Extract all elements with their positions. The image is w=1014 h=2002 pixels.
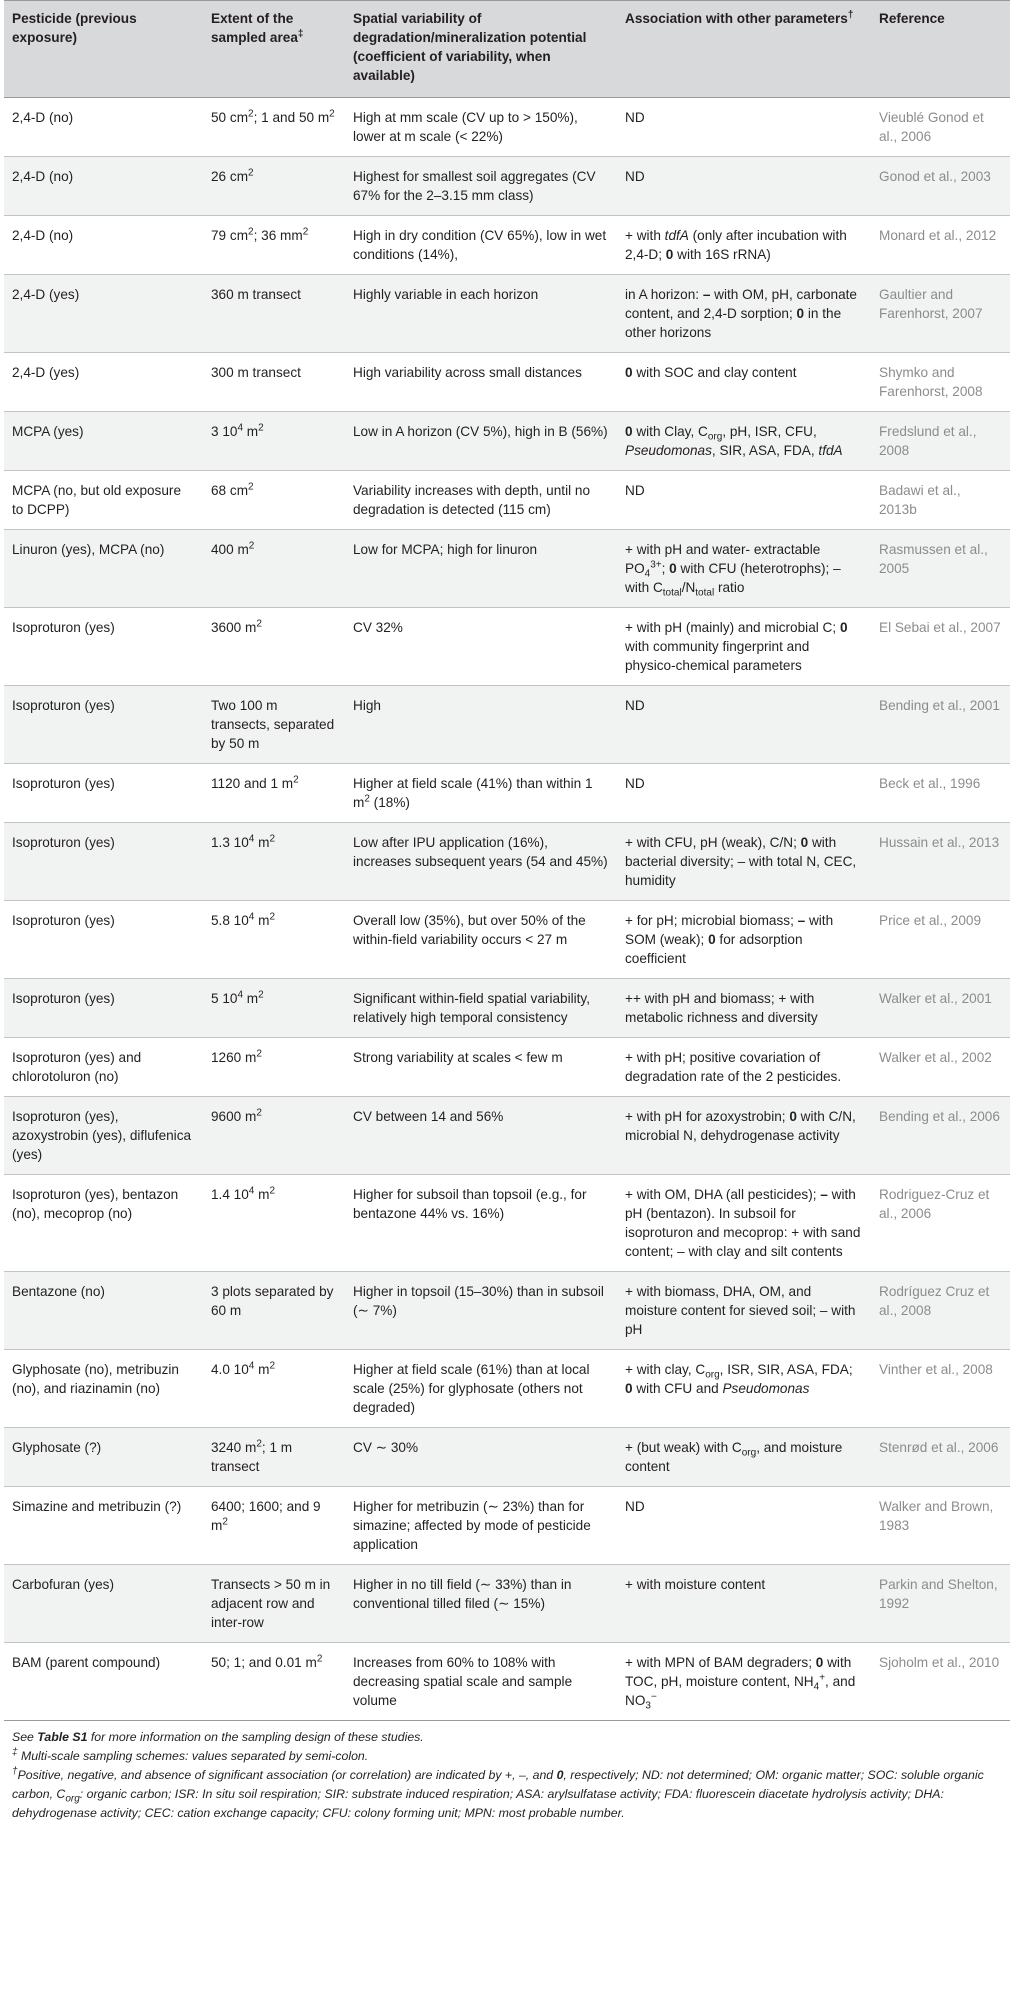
cell-extent: 50; 1; and 0.01 $m^2$ bbox=[203, 1643, 345, 1721]
cell-pesticide: Simazine and metribuzin (?) bbox=[4, 1487, 203, 1565]
cell-pesticide: 2,4-D (yes) bbox=[4, 275, 203, 353]
cell-reference: Badawi et al., 2013b bbox=[871, 471, 1010, 530]
cell-extent: 1120 and 1 $m^2$ bbox=[203, 764, 345, 823]
cell-pesticide: Isoproturon (yes), bentazon (no), mecoprop (no) bbox=[4, 1175, 203, 1272]
cell-pesticide: BAM (parent compound) bbox=[4, 1643, 203, 1721]
cell-variability: CV 32% bbox=[345, 608, 617, 686]
footnote-dagger: †Positive, negative, and absence of significant association (or correlation) are indicated by +, –, and 0, respectively; ND: not determined; OM: organic matter; SOC: soluble organic carbon, $C_{org}$: organic carbon; ISR: In situ soil respiration; SIR: substrate induced respiration; ASA: arylsulfatase activity; FDA: fluorescein diacetate hydrolysis activity; DHA: dehydrogenase activity; CEC: cation exchange capacity; CFU: colony forming unit; MPN: most probable number. bbox=[12, 1765, 984, 1820]
table-body bbox=[4, 98, 1010, 1721]
cell-pesticide: 2,4-D (no) bbox=[4, 98, 203, 157]
cell-extent: 50 $cm^2$; 1 and 50 $m^2$ bbox=[203, 98, 345, 157]
table-row bbox=[4, 901, 1010, 979]
table-row bbox=[4, 471, 1010, 530]
cell-pesticide: 2,4-D (no) bbox=[4, 157, 203, 216]
cell-extent: 400 $m^2$ bbox=[203, 530, 345, 608]
cell-pesticide: Isoproturon (yes) bbox=[4, 979, 203, 1038]
double-dagger-mark: ‡ bbox=[297, 28, 304, 40]
cell-extent: 3 $10^4$ $m^2$ bbox=[203, 412, 345, 471]
table-header bbox=[4, 1, 1010, 98]
cell-extent: 68 $cm^2$ bbox=[203, 471, 345, 530]
table-row bbox=[4, 1565, 1010, 1643]
cell-association: + with biomass, DHA, OM, and moisture content for sieved soil; – with pH bbox=[617, 1272, 871, 1350]
table-row bbox=[4, 764, 1010, 823]
cell-pesticide: Isoproturon (yes) bbox=[4, 686, 203, 764]
cell-reference: Shymko and Farenhorst, 2008 bbox=[871, 353, 1010, 412]
cell-association: ND bbox=[617, 471, 871, 530]
cell-association: ++ with pH and biomass; + with metabolic richness and diversity bbox=[617, 979, 871, 1038]
table-row bbox=[4, 1428, 1010, 1487]
cell-variability: High at mm scale (CV up to > 150%), lower at m scale (< 22%) bbox=[345, 98, 617, 157]
cell-reference: Gonod et al., 2003 bbox=[871, 157, 1010, 216]
cell-extent: 5.8 $10^4$ $m^2$ bbox=[203, 901, 345, 979]
cell-pesticide: Isoproturon (yes) bbox=[4, 764, 203, 823]
dagger-mark: † bbox=[847, 9, 854, 21]
cell-extent: 300 m transect bbox=[203, 353, 345, 412]
table-row bbox=[4, 157, 1010, 216]
cell-reference: Stenrød et al., 2006 bbox=[871, 1428, 1010, 1487]
cell-variability: High bbox=[345, 686, 617, 764]
cell-pesticide: 2,4-D (no) bbox=[4, 216, 203, 275]
table-footnotes bbox=[4, 1721, 1010, 1823]
table-row bbox=[4, 275, 1010, 353]
cell-reference: Rasmussen et al., 2005 bbox=[871, 530, 1010, 608]
cell-variability: Variability increases with depth, until no degradation is detected (115 cm) bbox=[345, 471, 617, 530]
cell-variability: Low for MCPA; high for linuron bbox=[345, 530, 617, 608]
cell-variability: Higher at field scale (61%) than at local scale (25%) for glyphosate (others not degraded) bbox=[345, 1350, 617, 1428]
cell-variability: CV ∼ 30% bbox=[345, 1428, 617, 1487]
table-row bbox=[4, 216, 1010, 275]
cell-reference: Bending et al., 2001 bbox=[871, 686, 1010, 764]
cell-association: + with pH for azoxystrobin; 0 with C/N, microbial N, dehydrogenase activity bbox=[617, 1097, 871, 1175]
table-row bbox=[4, 98, 1010, 157]
cell-association: 0 with Clay, $C_{org}$, pH, ISR, CFU, Pseudomonas, SIR, ASA, FDA, tfdA bbox=[617, 412, 871, 471]
cell-extent: 6400; 1600; and 9 $m^2$ bbox=[203, 1487, 345, 1565]
cell-association: + with clay, $C_{org}$, ISR, SIR, ASA, FDA; 0 with CFU and Pseudomonas bbox=[617, 1350, 871, 1428]
table-row bbox=[4, 1272, 1010, 1350]
cell-variability: Higher for subsoil than topsoil (e.g., for bentazone 44% vs. 16%) bbox=[345, 1175, 617, 1272]
cell-association: 0 with SOC and clay content bbox=[617, 353, 871, 412]
cell-pesticide: MCPA (yes) bbox=[4, 412, 203, 471]
cell-association: ND bbox=[617, 1487, 871, 1565]
cell-extent: 5 $10^4$ $m^2$ bbox=[203, 979, 345, 1038]
cell-reference: Monard et al., 2012 bbox=[871, 216, 1010, 275]
cell-extent: 9600 $m^2$ bbox=[203, 1097, 345, 1175]
header-extent: Extent of the sampled area‡ bbox=[203, 1, 345, 98]
cell-variability: Low after IPU application (16%), increases subsequent years (54 and 45%) bbox=[345, 823, 617, 901]
table-row bbox=[4, 1175, 1010, 1272]
header-variability: Spatial variability of degradation/mineralization potential (coefficient of variability, when available) bbox=[345, 1, 617, 98]
cell-pesticide: Carbofuran (yes) bbox=[4, 1565, 203, 1643]
header-association: Association with other parameters† bbox=[617, 1, 871, 98]
cell-association: + (but weak) with $C_{org}$, and moisture content bbox=[617, 1428, 871, 1487]
cell-association: ND bbox=[617, 764, 871, 823]
header-pesticide: Pesticide (previous exposure) bbox=[4, 1, 203, 98]
cell-pesticide: Isoproturon (yes) bbox=[4, 901, 203, 979]
cell-association: + with pH (mainly) and microbial C; 0 with community fingerprint and physico-chemical parameters bbox=[617, 608, 871, 686]
cell-pesticide: Glyphosate (no), metribuzin (no), and riazinamin (no) bbox=[4, 1350, 203, 1428]
cell-pesticide: Isoproturon (yes) and chlorotoluron (no) bbox=[4, 1038, 203, 1097]
cell-association: ND bbox=[617, 686, 871, 764]
cell-variability: Higher for metribuzin (∼ 23%) than for simazine; affected by mode of pesticide application bbox=[345, 1487, 617, 1565]
cell-association: + with moisture content bbox=[617, 1565, 871, 1643]
cell-association: ND bbox=[617, 98, 871, 157]
cell-reference: Vieublé Gonod et al., 2006 bbox=[871, 98, 1010, 157]
cell-association: ND bbox=[617, 157, 871, 216]
cell-extent: 1.3 $10^4$ $m^2$ bbox=[203, 823, 345, 901]
cell-variability: Overall low (35%), but over 50% of the within-field variability occurs < 27 m bbox=[345, 901, 617, 979]
table-row bbox=[4, 608, 1010, 686]
cell-extent: 1260 $m^2$ bbox=[203, 1038, 345, 1097]
cell-extent: Transects > 50 m in adjacent row and inter-row bbox=[203, 1565, 345, 1643]
cell-variability: Higher in no till field (∼ 33%) than in conventional tilled filed (∼ 15%) bbox=[345, 1565, 617, 1643]
cell-variability: High variability across small distances bbox=[345, 353, 617, 412]
cell-reference: Rodríguez Cruz et al., 2008 bbox=[871, 1272, 1010, 1350]
cell-association: in A horizon: – with OM, pH, carbonate content, and 2,4-D sorption; 0 in the other horizons bbox=[617, 275, 871, 353]
cell-reference: Fredslund et al., 2008 bbox=[871, 412, 1010, 471]
cell-pesticide: Isoproturon (yes) bbox=[4, 823, 203, 901]
cell-association: + for pH; microbial biomass; – with SOM (weak); 0 for adsorption coefficient bbox=[617, 901, 871, 979]
cell-pesticide: MCPA (no, but old exposure to DCPP) bbox=[4, 471, 203, 530]
cell-association: + with CFU, pH (weak), C/N; 0 with bacterial diversity; – with total N, CEC, humidity bbox=[617, 823, 871, 901]
footnote-double-dagger: ‡ Multi-scale sampling schemes: values separated by semi-colon. bbox=[12, 1746, 369, 1763]
cell-reference: Bending et al., 2006 bbox=[871, 1097, 1010, 1175]
pesticide-variability-table bbox=[4, 0, 1010, 1721]
cell-variability: Significant within-field spatial variability, relatively high temporal consistency bbox=[345, 979, 617, 1038]
cell-association: + with pH; positive covariation of degradation rate of the 2 pesticides. bbox=[617, 1038, 871, 1097]
cell-reference: Vinther et al., 2008 bbox=[871, 1350, 1010, 1428]
cell-extent: 79 $cm^2$; 36 $mm^2$ bbox=[203, 216, 345, 275]
cell-extent: 3240 $m^2$; 1 m transect bbox=[203, 1428, 345, 1487]
table-row bbox=[4, 530, 1010, 608]
table-row bbox=[4, 412, 1010, 471]
cell-extent: 360 m transect bbox=[203, 275, 345, 353]
cell-pesticide: Bentazone (no) bbox=[4, 1272, 203, 1350]
table-row bbox=[4, 1350, 1010, 1428]
table-row bbox=[4, 1097, 1010, 1175]
table-row bbox=[4, 823, 1010, 901]
table-row bbox=[4, 686, 1010, 764]
cell-reference: Rodriguez-Cruz et al., 2006 bbox=[871, 1175, 1010, 1272]
cell-reference: Gaultier and Farenhorst, 2007 bbox=[871, 275, 1010, 353]
cell-extent: 4.0 $10^4$ $m^2$ bbox=[203, 1350, 345, 1428]
footnote-see-table: See Table S1 for more information on the sampling design of these studies. bbox=[12, 1730, 424, 1744]
cell-variability: CV between 14 and 56% bbox=[345, 1097, 617, 1175]
table-row bbox=[4, 1487, 1010, 1565]
cell-reference: Beck et al., 1996 bbox=[871, 764, 1010, 823]
table-row bbox=[4, 979, 1010, 1038]
cell-extent: 26 $cm^2$ bbox=[203, 157, 345, 216]
cell-reference: El Sebai et al., 2007 bbox=[871, 608, 1010, 686]
cell-extent: 1.4 $10^4$ $m^2$ bbox=[203, 1175, 345, 1272]
cell-variability: Higher in topsoil (15–30%) than in subsoil (∼ 7%) bbox=[345, 1272, 617, 1350]
cell-pesticide: Isoproturon (yes), azoxystrobin (yes), diflufenica (yes) bbox=[4, 1097, 203, 1175]
cell-pesticide: Glyphosate (?) bbox=[4, 1428, 203, 1487]
cell-reference: Hussain et al., 2013 bbox=[871, 823, 1010, 901]
cell-extent: Two 100 m transects, separated by 50 m bbox=[203, 686, 345, 764]
cell-reference: Sjoholm et al., 2010 bbox=[871, 1643, 1010, 1721]
table-s1-link[interactable]: Table S1 bbox=[37, 1730, 88, 1744]
cell-variability: Highly variable in each horizon bbox=[345, 275, 617, 353]
cell-pesticide: Linuron (yes), MCPA (no) bbox=[4, 530, 203, 608]
cell-pesticide: Isoproturon (yes) bbox=[4, 608, 203, 686]
cell-variability: Low in A horizon (CV 5%), high in B (56%) bbox=[345, 412, 617, 471]
cell-variability: Strong variability at scales < few m bbox=[345, 1038, 617, 1097]
cell-association: + with MPN of BAM degraders; 0 with TOC, pH, moisture content, $NH_4^+$, and $NO_3^-$ bbox=[617, 1643, 871, 1721]
table-row bbox=[4, 1643, 1010, 1721]
header-row bbox=[4, 1, 1010, 98]
header-reference: Reference bbox=[871, 1, 1010, 98]
cell-reference: Walker and Brown, 1983 bbox=[871, 1487, 1010, 1565]
cell-extent: 3 plots separated by 60 m bbox=[203, 1272, 345, 1350]
cell-association: + with OM, DHA (all pesticides); – with pH (bentazon). In subsoil for isoproturon and mecoprop: + with sand content; – with clay and silt contents bbox=[617, 1175, 871, 1272]
cell-reference: Price et al., 2009 bbox=[871, 901, 1010, 979]
cell-association: + with tdfA (only after incubation with 2,4-D; 0 with 16S rRNA) bbox=[617, 216, 871, 275]
table-row bbox=[4, 353, 1010, 412]
cell-variability: Highest for smallest soil aggregates (CV 67% for the 2–3.15 mm class) bbox=[345, 157, 617, 216]
cell-reference: Walker et al., 2002 bbox=[871, 1038, 1010, 1097]
cell-variability: High in dry condition (CV 65%), low in wet conditions (14%), bbox=[345, 216, 617, 275]
cell-variability: Increases from 60% to 108% with decreasing spatial scale and sample volume bbox=[345, 1643, 617, 1721]
cell-variability: Higher at field scale (41%) than within 1 $m^2$ (18%) bbox=[345, 764, 617, 823]
cell-reference: Parkin and Shelton, 1992 bbox=[871, 1565, 1010, 1643]
cell-reference: Walker et al., 2001 bbox=[871, 979, 1010, 1038]
table-row bbox=[4, 1038, 1010, 1097]
cell-pesticide: 2,4-D (yes) bbox=[4, 353, 203, 412]
cell-association: + with pH and water- extractable $PO_4^{3+}$; 0 with CFU (heterotrophs); – with $C_{total}/N_{total}$ ratio bbox=[617, 530, 871, 608]
cell-extent: 3600 $m^2$ bbox=[203, 608, 345, 686]
